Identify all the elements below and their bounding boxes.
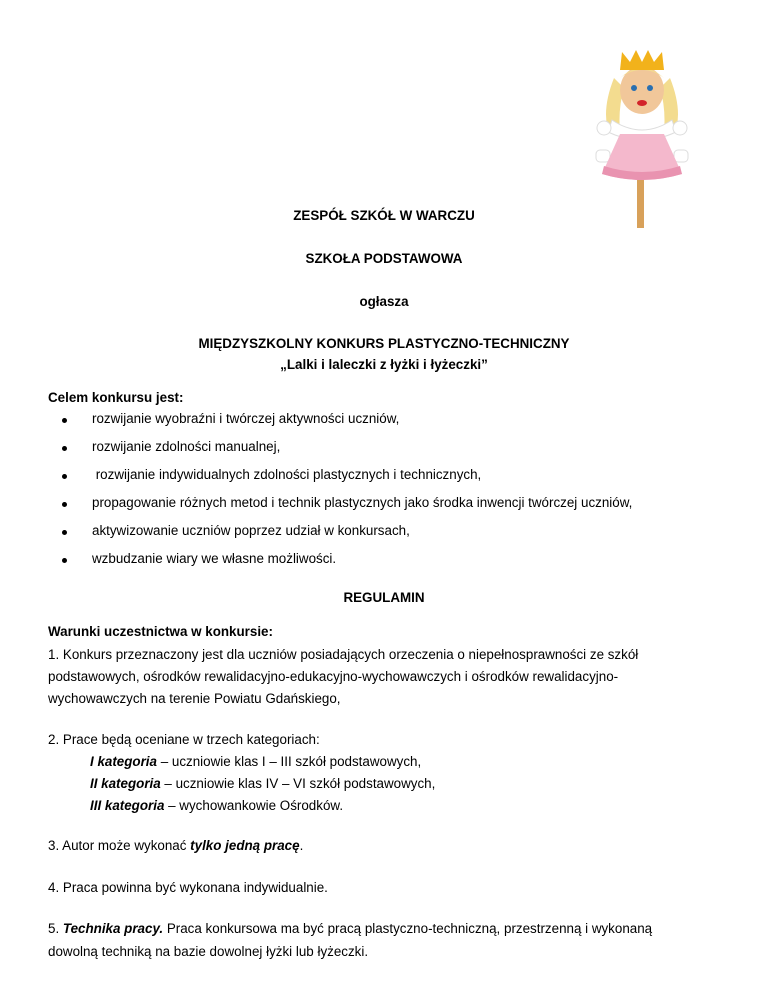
bullet-icon bbox=[62, 502, 67, 507]
category-line bbox=[90, 754, 421, 769]
paragraph-5-prefix: 5. bbox=[48, 921, 63, 936]
category-name: III kategoria bbox=[90, 798, 165, 813]
category-text: – uczniowie klas IV – VI szkół podstawowych, bbox=[160, 776, 436, 791]
spoon-doll-image bbox=[584, 48, 700, 228]
paragraph-5-line-2: dowolną techniką na bazie dowolnej łyżki lub łyżeczki. bbox=[48, 944, 369, 959]
category-name: I kategoria bbox=[90, 754, 157, 769]
paragraph-3-suffix: . bbox=[299, 838, 304, 853]
announces-text: ogłasza bbox=[359, 294, 409, 309]
category-line bbox=[90, 798, 343, 813]
bullet-icon bbox=[62, 530, 67, 535]
list-item: propagowanie różnych metod i technik plastycznych jako środka inwencji twórczej uczniów, bbox=[92, 495, 633, 510]
paragraph-5-emphasis: Technika pracy. bbox=[62, 921, 164, 936]
paragraph-3 bbox=[48, 838, 303, 853]
paragraph-2: 2. Prace będą oceniane w trzech kategoriach: bbox=[48, 732, 320, 747]
list-item: aktywizowanie uczniów poprzez udział w konkursach, bbox=[92, 523, 410, 538]
list-item: rozwijanie wyobraźni i twórczej aktywności uczniów, bbox=[92, 411, 400, 426]
contest-name: MIĘDZYSZKOLNY KONKURS PLASTYCZNO-TECHNICZNY bbox=[198, 336, 570, 351]
list-item: rozwijanie zdolności manualnej, bbox=[92, 439, 281, 454]
subschool-name: SZKOŁA PODSTAWOWA bbox=[305, 251, 463, 266]
paragraph-3-prefix: 3. Autor może wykonać bbox=[48, 838, 191, 853]
paragraph-1-line-2: podstawowych, ośrodków rewalidacyjno-edukacyjno-wychowawczych i ośrodków rewalidacyjno- bbox=[48, 669, 619, 684]
paragraph-5-line-1 bbox=[48, 921, 652, 936]
paragraph-4: 4. Praca powinna być wykonana indywidualnie. bbox=[48, 880, 328, 895]
paragraph-3-emphasis: tylko jedną pracę bbox=[190, 838, 300, 853]
bullet-icon bbox=[62, 474, 67, 479]
paragraph-5-rest: Praca konkursowa ma być pracą plastyczno-techniczną, przestrzenną i wykonaną bbox=[163, 921, 653, 936]
category-name: II kategoria bbox=[90, 776, 161, 791]
category-text: – uczniowie klas I – III szkół podstawowych, bbox=[156, 754, 422, 769]
goals-heading: Celem konkursu jest: bbox=[48, 390, 184, 405]
category-text: – wychowankowie Ośrodków. bbox=[164, 798, 344, 813]
contest-title: „Lalki i laleczki z łyżki i łyżeczki” bbox=[280, 357, 488, 372]
school-name: ZESPÓŁ SZKÓŁ W WARCZU bbox=[293, 208, 475, 223]
list-item: rozwijanie indywidualnych zdolności plastycznych i technicznych, bbox=[92, 467, 482, 482]
paragraph-1-line-1: 1. Konkurs przeznaczony jest dla uczniów posiadających orzeczenia o niepełnosprawności ze szkół bbox=[48, 647, 639, 662]
bullet-icon bbox=[62, 418, 67, 423]
list-item: wzbudzanie wiary we własne możliwości. bbox=[92, 551, 337, 566]
regulamin-heading: REGULAMIN bbox=[343, 590, 425, 605]
bullet-icon bbox=[62, 446, 67, 451]
category-line bbox=[90, 776, 435, 791]
bullet-icon bbox=[62, 558, 67, 563]
paragraph-1-line-3: wychowawczych na terenie Powiatu Gdańskiego, bbox=[48, 691, 341, 706]
conditions-heading: Warunki uczestnictwa w konkursie: bbox=[48, 624, 273, 639]
